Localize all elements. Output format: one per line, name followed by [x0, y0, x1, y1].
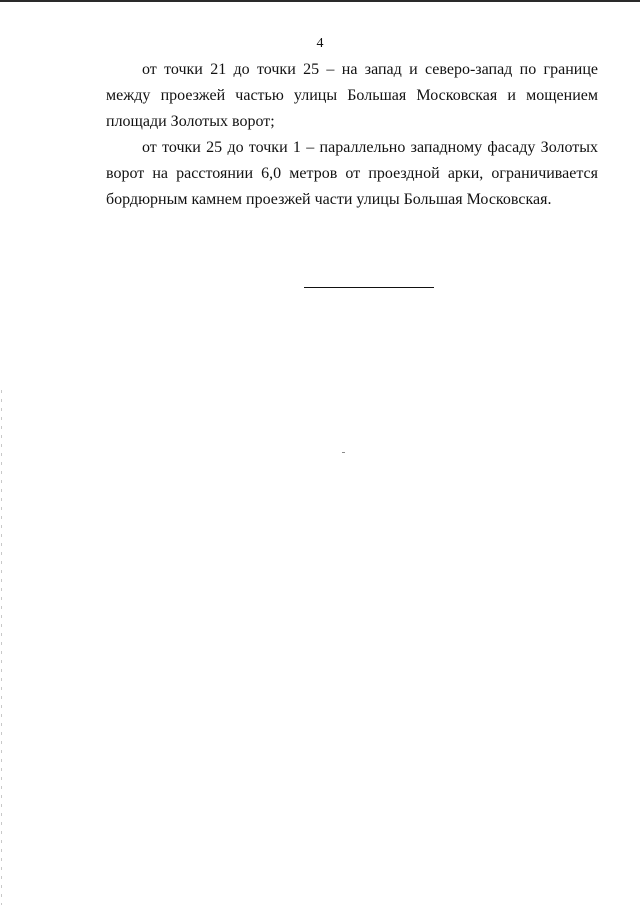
paragraph-boundary-25-1: от точки 25 до точки 1 – параллельно западному фасаду Золотых ворот на расстоянии 6,0 метров от проездной арки, ограничивается бордюрным камнем проезжей части улицы Большая Московская. [106, 139, 598, 208]
document-body [106, 57, 598, 213]
end-of-text-rule [304, 287, 434, 288]
paragraph-boundary-21-25: от точки 21 до точки 25 – на запад и северо-запад по границе между проезжей частью улицы Большая Московская и мощением площади Золотых ворот; [106, 61, 598, 130]
scan-left-edge [1, 390, 2, 905]
page-number: 4 [316, 36, 324, 51]
scan-speck [342, 452, 345, 453]
scan-top-border [0, 0, 640, 2]
